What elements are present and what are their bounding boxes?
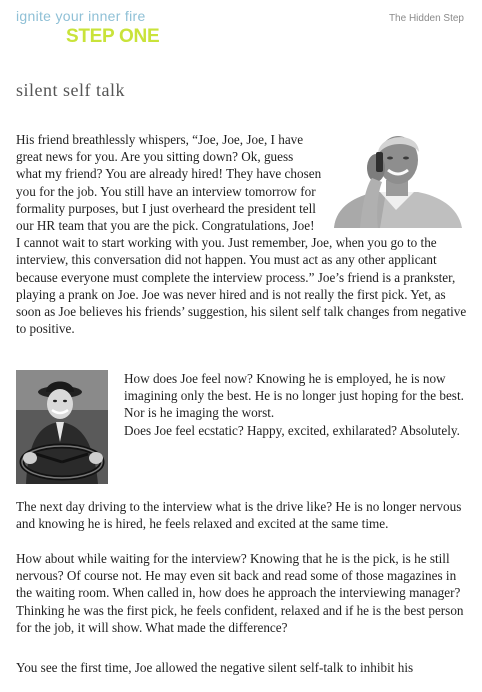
paragraph-6-text: You see the first time, Joe allowed the negative silent self-talk to inhibit his — [16, 660, 414, 675]
header-tagline: ignite your inner fire — [16, 8, 146, 24]
paragraph-4 — [16, 498, 468, 532]
vintage-driver-photo — [16, 370, 108, 484]
step-heading: STEP ONE — [66, 26, 160, 47]
book-title: The Hidden Step — [388, 13, 464, 24]
section-title: silent self talk — [16, 80, 125, 100]
photo-spacer — [322, 131, 468, 231]
paragraph-2-text: How does Joe feel now? Knowing he is employed, he is now imagining only the best. He is no longer just hoping for the best. Nor is he imaging the worst. — [124, 371, 464, 421]
paragraph-2 — [124, 370, 468, 422]
paragraph-5 — [16, 550, 468, 636]
paragraph-3 — [124, 422, 468, 439]
paragraph-6 — [16, 659, 468, 676]
paragraph-1: His friend breathlessly whispers, “Joe, Joe, Joe, I have great news for you. Are you sitting down? Ok, guess what my friend? You are already hired! They have chosen you for the job. You still have an interview tomorrow for formality purposes, but I just overheard the president tell our HR team that you are the pick. Congratulations, Joe! I cannot wait to start working with you. Just remember, Joe, when you go to the interview, this conversation did not happen. You must act as any other applicant because everyone must complete the interview process.” Joe’s friend is a prankster, playing a prank on Joe. Joe was never hired and is not really the first pick. Yet, as soon as Joe believes his friends’ suggestion, his silent self talk changes from negative to positive. — [16, 132, 467, 337]
paragraph-5-text: How about while waiting for the interview? Knowing that he is the pick, is he still nervous? Of course not. He may even sit back and read some of those magazines in the waiting room. When called in, how does he approach the interviewing manager? Thinking he was the first pick, he feels confident, relaxed and if he is the best person for the job, it will show. What made the difference? — [16, 551, 464, 635]
paragraph-1-wrap — [16, 131, 468, 337]
paragraph-3-text: Does Joe feel ecstatic? Happy, excited, exhilarated? Absolutely. — [124, 423, 460, 438]
paragraph-4-text: The next day driving to the interview what is the drive like? He is no longer nervous and knowing he is hired, he feels relaxed and excited at the same time. — [16, 499, 462, 532]
